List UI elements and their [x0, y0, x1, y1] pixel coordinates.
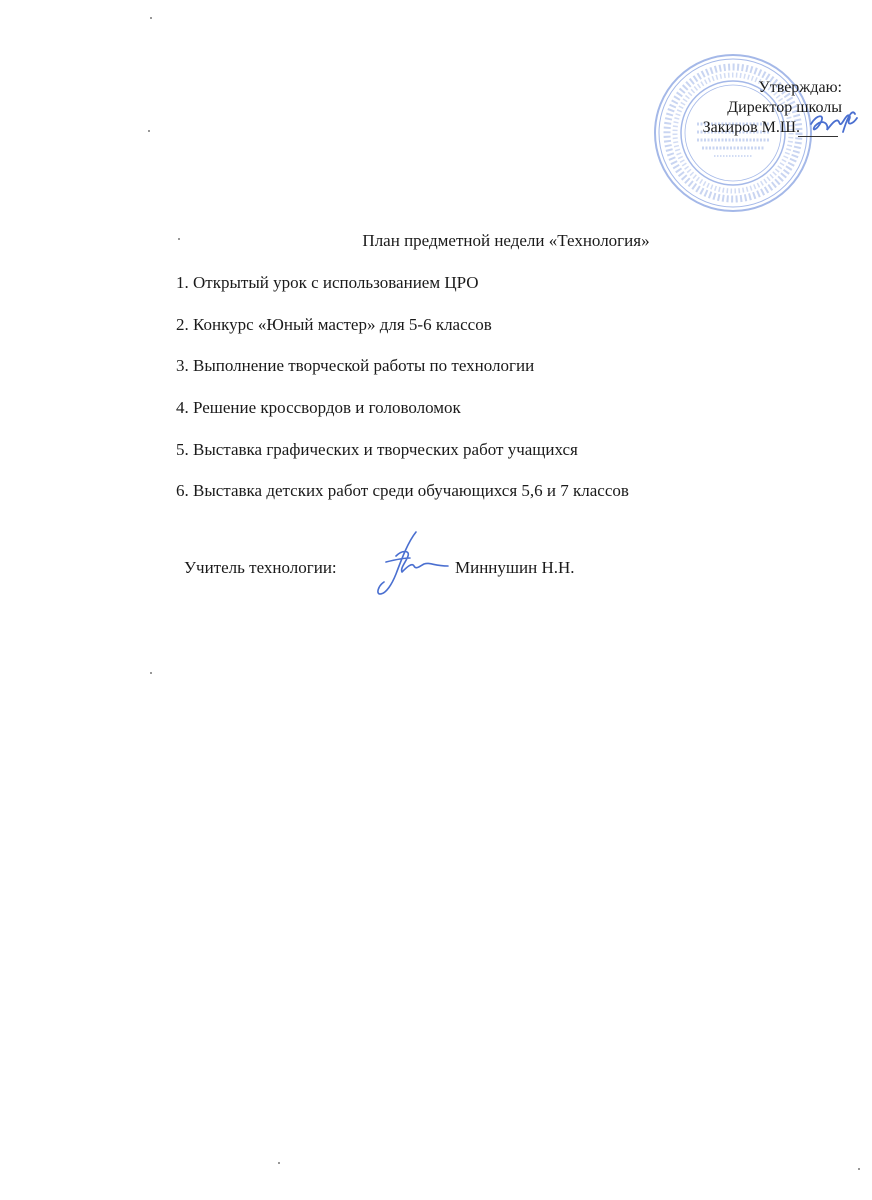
approval-heading: Утверждаю:: [758, 79, 842, 96]
plan-item-2: 2. Конкурс «Юный мастер» для 5-6 классов: [176, 314, 492, 334]
plan-list: [176, 273, 629, 523]
teacher-signature: [372, 528, 454, 602]
teacher-name: Миннушин Н.Н.: [455, 558, 575, 577]
scan-speck: [150, 672, 152, 674]
scan-speck: [178, 238, 180, 240]
plan-item-6: 6. Выставка детских работ среди обучающихся 5,6 и 7 классов: [176, 481, 629, 501]
scan-speck: [858, 1168, 860, 1170]
director-name: Закиров М.Ш.: [702, 119, 800, 136]
plan-item-1: 1. Открытый урок с использованием ЦРО: [176, 273, 479, 292]
teacher-role: Учитель технологии:: [184, 558, 337, 577]
scan-speck: [148, 130, 150, 132]
plan-item-5: 5. Выставка графических и творческих работ учащихся: [176, 439, 578, 459]
page-title: План предметной недели «Технология»: [362, 231, 650, 250]
scan-speck: [150, 17, 152, 19]
scan-speck: [278, 1162, 280, 1164]
plan-item-4: 4. Решение кроссвордов и головоломок: [176, 398, 461, 418]
director-signature: [803, 102, 861, 142]
director-title: Директор школы: [727, 99, 842, 116]
plan-item-3: 3. Выполнение творческой работы по технологии: [176, 356, 535, 376]
